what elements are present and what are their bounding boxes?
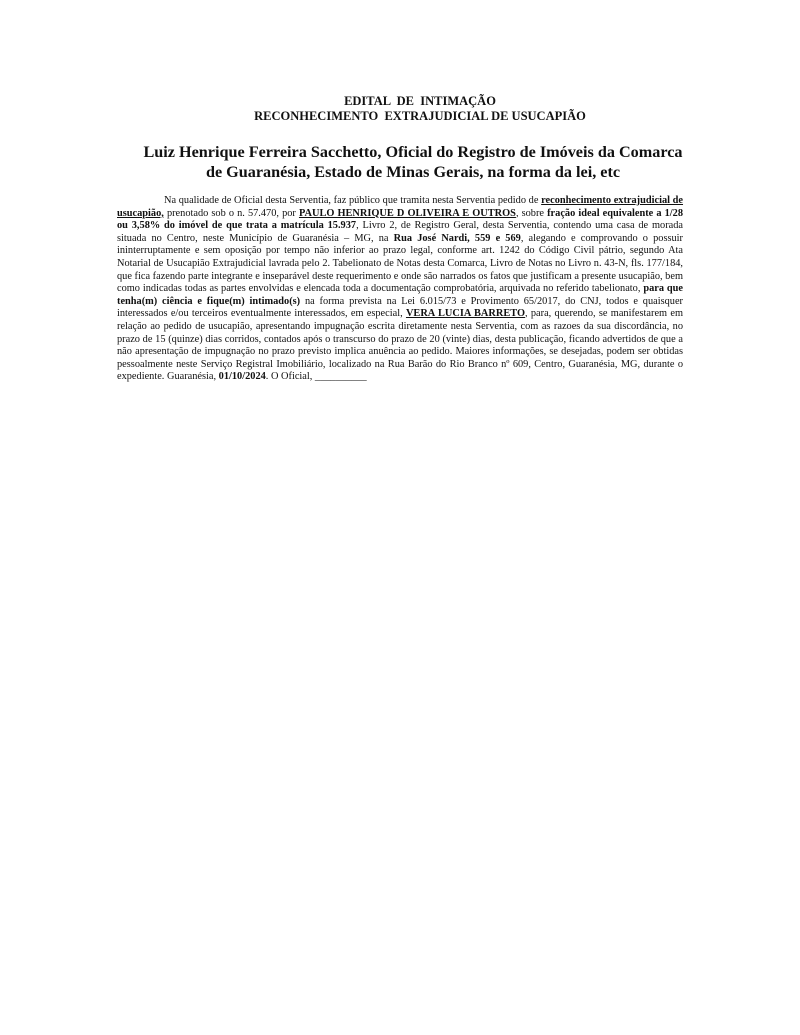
edital-body-paragraph xyxy=(117,195,683,384)
edital-header xyxy=(0,94,800,124)
body-text-segment: na forma prevista na Lei 6.015/73 e Provimento 65/2017, do CNJ, todos e quaisquer interessados e/ou terceiros eventualmente interessados, em especial, xyxy=(117,295,683,320)
property-address: Rua José Nardi, 559 e 569 xyxy=(393,232,521,244)
body-text-segment: , Livro 2, de Registro Geral, desta Serventia, contendo uma casa de morada situada no Centro, neste Município de Guaranésia – MG, na xyxy=(117,220,683,244)
body-text-segment: , sobre xyxy=(515,207,548,219)
body-text-segment: Na qualidade de Oficial desta Serventia, faz público que tramita nesta Serventia pedido de xyxy=(164,195,542,206)
official-heading xyxy=(0,142,800,182)
edital-subtitle: RECONHECIMENTO EXTRAJUDICIAL DE USUCAPIÃO xyxy=(254,109,586,123)
signature-line: . O Oficial, __________ xyxy=(265,371,367,383)
notice-clause: para que tenha(m) ciência e fique(m) intimado(s) xyxy=(117,283,683,307)
official-heading-line-1: Luiz Henrique Ferreira Sacchetto, Oficial do Registro de Imóveis da Comarca xyxy=(143,143,683,161)
property-fraction: fração ideal equivalente a 1/28 ou 3,58% do imóvel de que trata a matrícula 15.937 xyxy=(117,207,683,232)
applicant-name: PAULO HENRIQUE D OLIVEIRA E OUTROS xyxy=(298,207,516,219)
body-text-segment: prenotado sob o n. 57.470, por xyxy=(163,207,299,219)
official-heading-line-2: de Guaranésia, Estado de Minas Gerais, na forma da lei, etc xyxy=(205,163,621,181)
edital-date: 01/10/2024 xyxy=(218,371,266,383)
procedure-name: reconhecimento extrajudicial de usucapião, xyxy=(117,195,684,219)
body-text-segment: , alegando e comprovando o possuir ininterruptamente e sem oposição por tempo não inferior ao prazo legal, conforme art. 1242 do Código Civil pátrio, segundo Ata Notarial de Usucapião Extrajudicial lavrada pelo 2. Tabelionato de Notas desta Comarca, Livro de Notas no Livro n. 43-N, fls. 177/184, que fica fazendo parte integrante e inseparável deste requerimento e onde são narrados os fatos que justificam a presente usucapião, bem como indicadas todas as partes envolvidas e elencada toda a documentação comprobatória, arquivada no referido tabelionato, xyxy=(117,232,683,295)
edital-title: EDITAL DE INTIMAÇÃO xyxy=(344,94,496,108)
interested-party-name: VERA LUCIA BARRETO xyxy=(405,308,525,320)
body-text-segment: , para, querendo, se manifestarem em relação ao pedido de usucapião, apresentando impugnação escrita diretamente nesta Serventia, com as razoes da sua discordância, no prazo de 15 (quinze) dias corridos, contados após o transcurso do prazo de 20 (vinte) dias, desta publicação, ficando advertidos de que a não apresentação de impugnação no prazo previsto implica anuência ao pedido. Maiores informações, se desejadas, podem ser obtidas pessoalmente neste Serviço Registral Imobiliário, localizado na Rua Barão do Rio Branco nº 609, Centro, Guaranésia, MG, durante o expediente. Guaranésia, xyxy=(117,308,684,383)
